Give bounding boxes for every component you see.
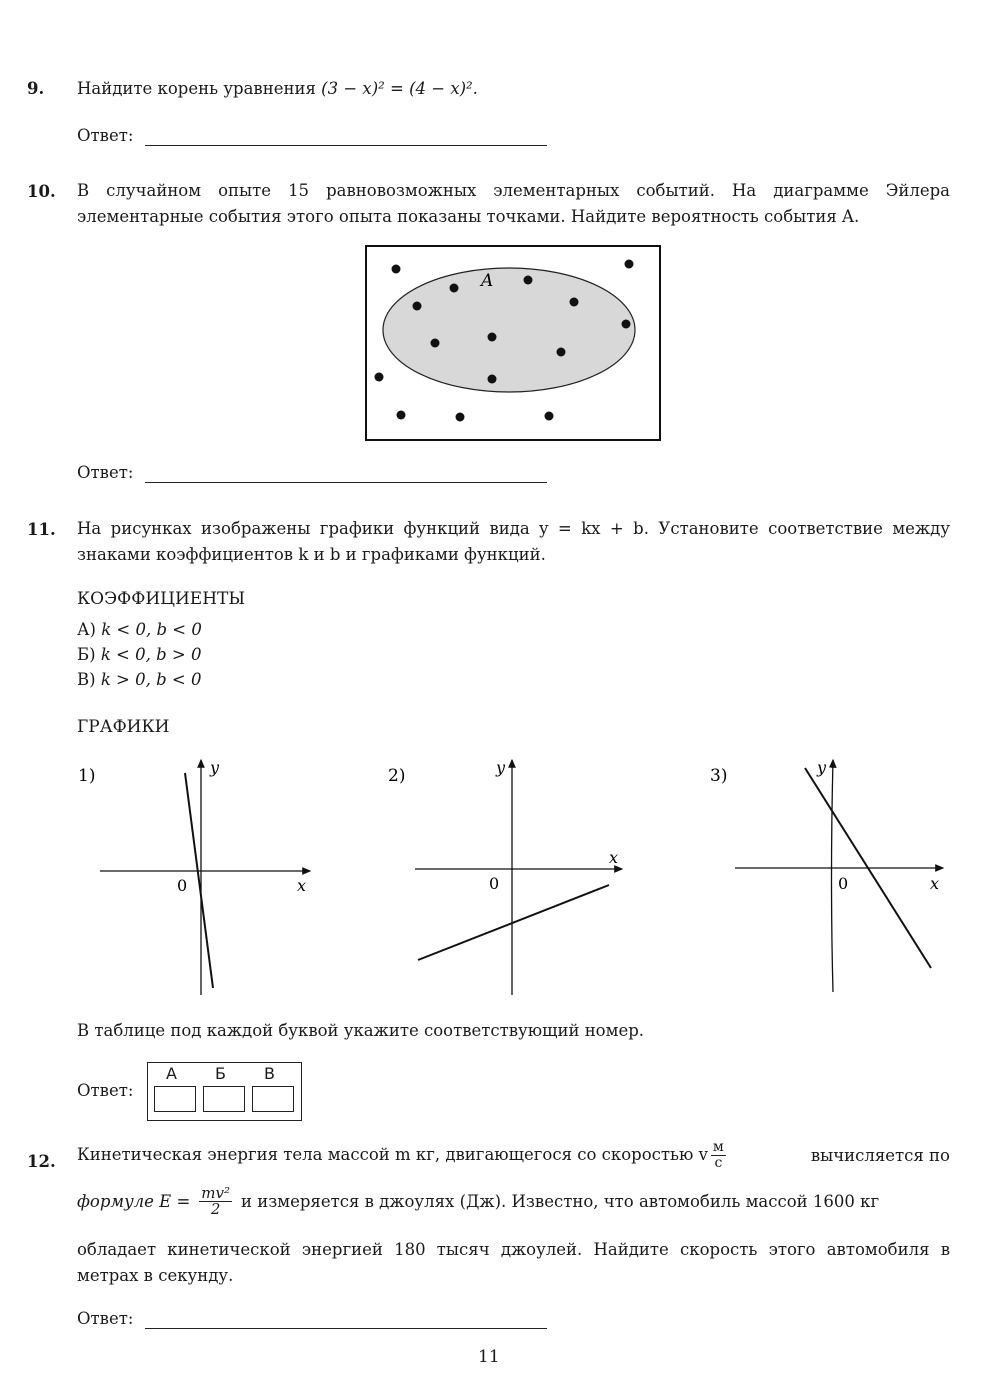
task-12-line1-end: вычисляется по bbox=[810, 1146, 950, 1165]
answer-cell-v[interactable] bbox=[252, 1086, 294, 1112]
x-label: x bbox=[930, 874, 940, 893]
task-9-number: 9. bbox=[27, 79, 45, 98]
graphs-heading: ГРАФИКИ bbox=[77, 717, 170, 737]
event-dot bbox=[524, 276, 533, 285]
formula-fraction bbox=[199, 1186, 232, 1217]
function-line bbox=[185, 773, 213, 988]
event-dot bbox=[625, 260, 634, 269]
origin-label: 0 bbox=[489, 874, 500, 893]
coef-b bbox=[77, 645, 202, 664]
page-number: 11 bbox=[478, 1347, 500, 1367]
task-12-text-1 bbox=[77, 1140, 729, 1171]
task-10-answer-label: Ответ: bbox=[77, 463, 134, 482]
formula-bottom: 2 bbox=[210, 1200, 221, 1218]
formula-top: mv² bbox=[201, 1184, 231, 1202]
task-12-line-1 bbox=[77, 1140, 950, 1171]
event-dot bbox=[431, 339, 440, 348]
graph-3-label: 3) bbox=[710, 766, 728, 786]
y-label: y bbox=[817, 758, 827, 777]
graph-2-label: 2) bbox=[388, 766, 406, 786]
y-label: y bbox=[496, 758, 506, 777]
event-dot bbox=[413, 302, 422, 311]
table-header-v: В bbox=[264, 1064, 275, 1083]
event-dot bbox=[456, 413, 465, 422]
graph-3 bbox=[710, 758, 943, 992]
task-9-question: Найдите корень уравнения bbox=[77, 79, 316, 98]
answer-cell-b[interactable] bbox=[203, 1086, 245, 1112]
event-dot bbox=[488, 375, 497, 384]
event-dot bbox=[488, 333, 497, 342]
coefficients-heading: КОЭФФИЦИЕНТЫ bbox=[77, 589, 246, 609]
coef-letter: А) bbox=[77, 620, 96, 639]
answer-cell-a[interactable] bbox=[154, 1086, 196, 1112]
x-label: x bbox=[297, 876, 307, 895]
euler-diagram bbox=[0, 0, 1000, 460]
y-label: y bbox=[210, 758, 220, 777]
event-dot bbox=[557, 348, 566, 357]
task-10-number: 10. bbox=[27, 182, 56, 201]
coef-value: k > 0, b < 0 bbox=[100, 670, 202, 689]
coef-letter: В) bbox=[77, 670, 96, 689]
graph-1 bbox=[78, 758, 310, 995]
coef-letter: Б) bbox=[77, 645, 96, 664]
task-10-answer-line[interactable] bbox=[145, 482, 547, 483]
graphs bbox=[0, 740, 1000, 1010]
table-header-a: А bbox=[166, 1064, 177, 1083]
formula-start: формуле E = bbox=[77, 1192, 191, 1211]
coef-value: k < 0, b < 0 bbox=[101, 620, 202, 639]
table-header-b: Б bbox=[215, 1064, 226, 1083]
y-axis bbox=[832, 760, 834, 992]
origin-label: 0 bbox=[177, 876, 188, 895]
function-line bbox=[418, 885, 609, 960]
task-12-text-3: обладает кинетической энергией 180 тысяч джоулей. Найдите скорость этого автомобиля в метрах в секунду. bbox=[77, 1240, 950, 1285]
unit-fraction bbox=[711, 1140, 726, 1171]
task-10-text: В случайном опыте 15 равновозможных элементарных событий. На диаграмме Эйлера элементарные события этого опыта показаны точками. Найдите вероятность события A. bbox=[77, 181, 950, 226]
task-11-instruction: В таблице под каждой буквой укажите соответствующий номер. bbox=[77, 1021, 645, 1040]
graph-1-label: 1) bbox=[78, 766, 96, 786]
coef-a bbox=[77, 620, 202, 639]
task-9-answer-label: Ответ: bbox=[77, 126, 134, 145]
coef-v bbox=[77, 670, 202, 689]
event-dot bbox=[375, 373, 384, 382]
task-11-text: На рисунках изображены графики функций вида y = kx + b. Установите соответствие между знаками коэффициентов k и b и графиками функций. bbox=[77, 519, 950, 564]
unit-top: м bbox=[712, 1139, 724, 1155]
task-11-number: 11. bbox=[27, 520, 56, 539]
event-dot bbox=[545, 412, 554, 421]
task-12-answer-line[interactable] bbox=[145, 1328, 547, 1329]
set-a-label: A bbox=[481, 271, 494, 291]
set-a-ellipse bbox=[383, 268, 635, 392]
origin-label: 0 bbox=[838, 874, 849, 893]
task-12-line1-text: Кинетическая энергия тела массой m кг, двигающегося со скоростью v bbox=[77, 1145, 708, 1164]
task-9-equation: (3 − x)² = (4 − x)². bbox=[321, 79, 478, 98]
task-11-answer-label: Ответ: bbox=[77, 1081, 134, 1100]
unit-bottom: с bbox=[714, 1155, 723, 1171]
event-dot bbox=[450, 284, 459, 293]
event-dot bbox=[622, 320, 631, 329]
x-label: x bbox=[609, 848, 619, 867]
coef-value: k < 0, b > 0 bbox=[100, 645, 202, 664]
task-12-line-2 bbox=[77, 1186, 950, 1217]
task-12-line2-end: и измеряется в джоулях (Дж). Известно, что автомобиль массой 1600 кг bbox=[241, 1192, 880, 1211]
task-12-number: 12. bbox=[27, 1152, 56, 1171]
event-dot bbox=[392, 265, 401, 274]
task-12-answer-label: Ответ: bbox=[77, 1309, 134, 1328]
event-dot bbox=[570, 298, 579, 307]
graph-2 bbox=[388, 758, 622, 995]
event-dot bbox=[397, 411, 406, 420]
